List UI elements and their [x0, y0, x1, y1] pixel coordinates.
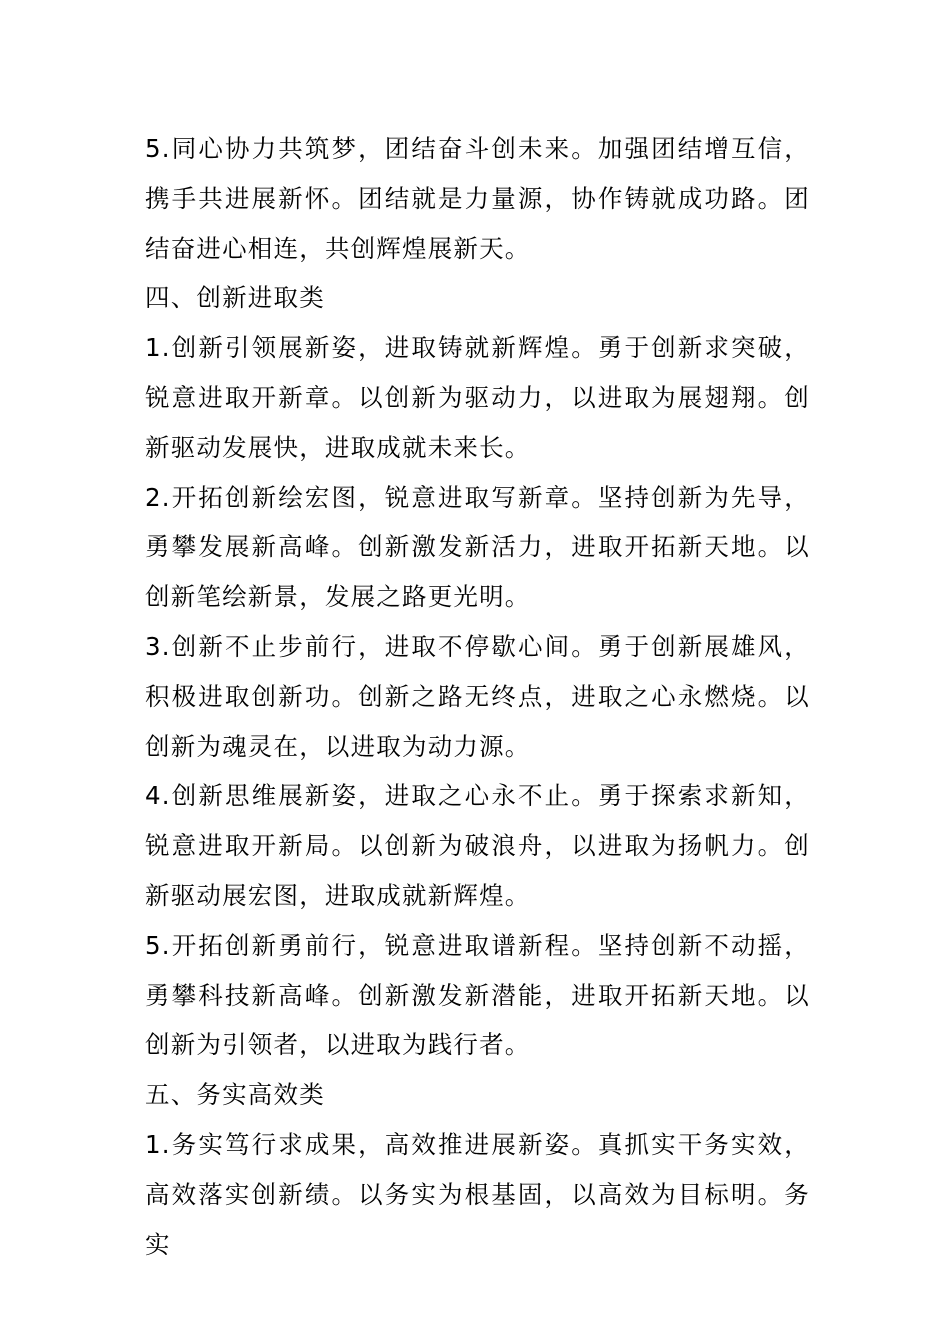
paragraph-innovation-2: 2.开拓创新绘宏图，锐意进取写新章。坚持创新为先导，勇攀发展新高峰。创新激发新活力，进取开拓新天地。以创新笔绘新景，发展之路更光明。 [145, 482, 810, 612]
paragraph-unity-5: 5.同心协力共筑梦，团结奋斗创未来。加强团结增互信，携手共进展新怀。团结就是力量源，协作铸就成功路。团结奋进心相连，共创辉煌展新天。 [145, 134, 810, 263]
section-heading-innovation: 四、创新进取类 [145, 283, 325, 313]
paragraph-innovation-1: 1.创新引领展新姿，进取铸就新辉煌。勇于创新求突破，锐意进取开新章。以创新为驱动力，以进取为展翅翔。创新驱动发展快，进取成就未来长。 [145, 333, 810, 462]
section-heading-pragmatic: 五、务实高效类 [145, 1080, 325, 1110]
paragraph-innovation-5: 5.开拓创新勇前行，锐意进取谱新程。坚持创新不动摇，勇攀科技新高峰。创新激发新潜能，进取开拓新天地。以创新为引领者，以进取为践行者。 [145, 930, 810, 1060]
document-body [145, 124, 810, 1269]
paragraph-innovation-4: 4.创新思维展新姿，进取之心永不止。勇于探索求新知，锐意进取开新局。以创新为破浪舟，以进取为扬帆力。创新驱动展宏图，进取成就新辉煌。 [145, 781, 810, 910]
paragraph-pragmatic-1: 1.务实笃行求成果，高效推进展新姿。真抓实干务实效，高效落实创新绩。以务实为根基固，以高效为目标明。务实 [145, 1129, 810, 1259]
paragraph-innovation-3: 3.创新不止步前行，进取不停歇心间。勇于创新展雄风，积极进取创新功。创新之路无终点，进取之心永燃烧。以创新为魂灵在，以进取为动力源。 [145, 631, 810, 761]
